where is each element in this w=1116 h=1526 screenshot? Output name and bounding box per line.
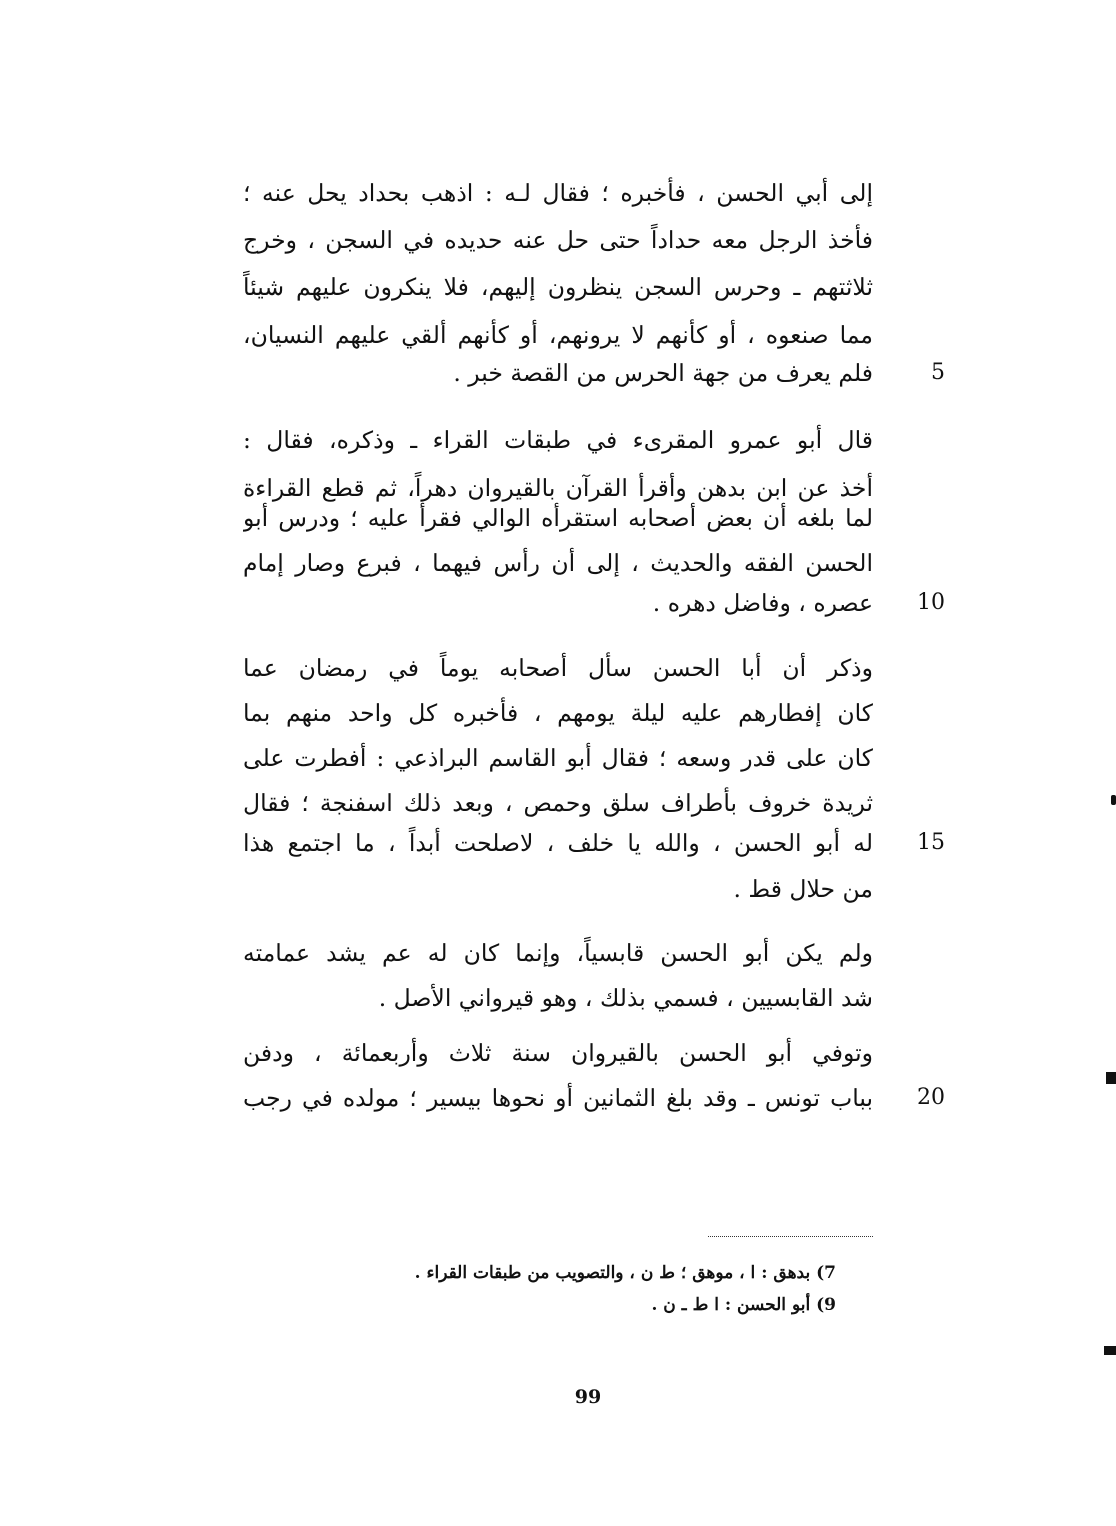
text-line-17: ولم يكن أبو الحسن قابسياً، وإنما كان له عم يشد عمامته: [243, 939, 873, 967]
text-line-15: له أبو الحسن ، والله يا خلف ، لاصلحت أبداً ، ما اجتمع هذا: [243, 829, 873, 857]
text-line-4: مما صنعوه ، أو كأنهم لا يرونهم، أو كأنهم ألقي عليهم النسيان،: [243, 321, 873, 349]
scan-edge-mark: [1106, 1072, 1116, 1084]
text-line-12: كان إفطارهم عليه ليلة يومهم ، فأخبره كل واحد منهم بما: [243, 699, 873, 727]
text-line-2: فأخذ الرجل معه حداداً حتى حل عنه حديده في السجن ، وخرج: [243, 226, 873, 254]
text-line-1: إلى أبي الحسن ، فأخبره ؛ فقال لـه : اذهب بحداد يحل عنه ؛: [243, 179, 873, 207]
line-number-10: 10: [917, 590, 945, 615]
text-line-14: ثريدة خروف بأطراف سلق وحمص ، وبعد ذلك اسفنجة ؛ فقال: [243, 789, 873, 817]
text-line-8: لما بلغه أن بعض أصحابه استقرأه الوالي فقرأ عليه ؛ ودرس أبو: [243, 504, 873, 532]
footnote-divider: [708, 1236, 873, 1237]
text-line-6: قال أبو عمرو المقرىء في طبقات القراء ـ وذكره، فقال :: [243, 426, 873, 454]
text-line-3: ثلاثتهم ـ وحرس السجن ينظرون إليهم، فلا ينكرون عليهم شيئاً: [243, 273, 873, 301]
line-number-5: 5: [931, 360, 945, 385]
footnote-7: 7) بدهق : ا ، موهق ؛ ط ن ، والتصويب من طبقات القراء .: [414, 1263, 836, 1283]
scan-edge-mark: [1111, 795, 1116, 805]
text-line-5: فلم يعرف من جهة الحرس من القصة خبر .: [453, 359, 873, 387]
text-line-20: بباب تونس ـ وقد بلغ الثمانين أو نحوها بيسير ؛ مولده في رجب: [243, 1084, 873, 1112]
text-line-11: وذكر أن أبا الحسن سأل أصحابه يوماً في رمضان عما: [243, 654, 873, 682]
text-line-7: أخذ عن ابن بدهن وأقرأ القرآن بالقيروان دهراً، ثم قطع القراءة: [243, 474, 873, 502]
text-line-9: الحسن الفقه والحديث ، إلى أن رأس فيهما ، فبرع وصار إمام: [243, 549, 873, 577]
scan-edge-mark: [1104, 1346, 1116, 1355]
line-number-15: 15: [917, 830, 945, 855]
text-line-18: شد القابسيين ، فسمي بذلك ، وهو قيرواني الأصل .: [378, 984, 873, 1012]
text-line-16: من حلال قط .: [733, 875, 873, 903]
footnote-9: 9) أبو الحسن : ا ط ـ ن .: [651, 1295, 836, 1315]
text-line-19: وتوفي أبو الحسن بالقيروان سنة ثلاث وأربعمائة ، ودفن: [243, 1039, 873, 1067]
text-line-13: كان على قدر وسعه ؛ فقال أبو القاسم البراذعي : أفطرت على: [243, 744, 873, 772]
page-number: 99: [574, 1386, 602, 1408]
text-line-10: عصره ، وفاضل دهره .: [652, 589, 873, 617]
line-number-20: 20: [917, 1085, 945, 1110]
